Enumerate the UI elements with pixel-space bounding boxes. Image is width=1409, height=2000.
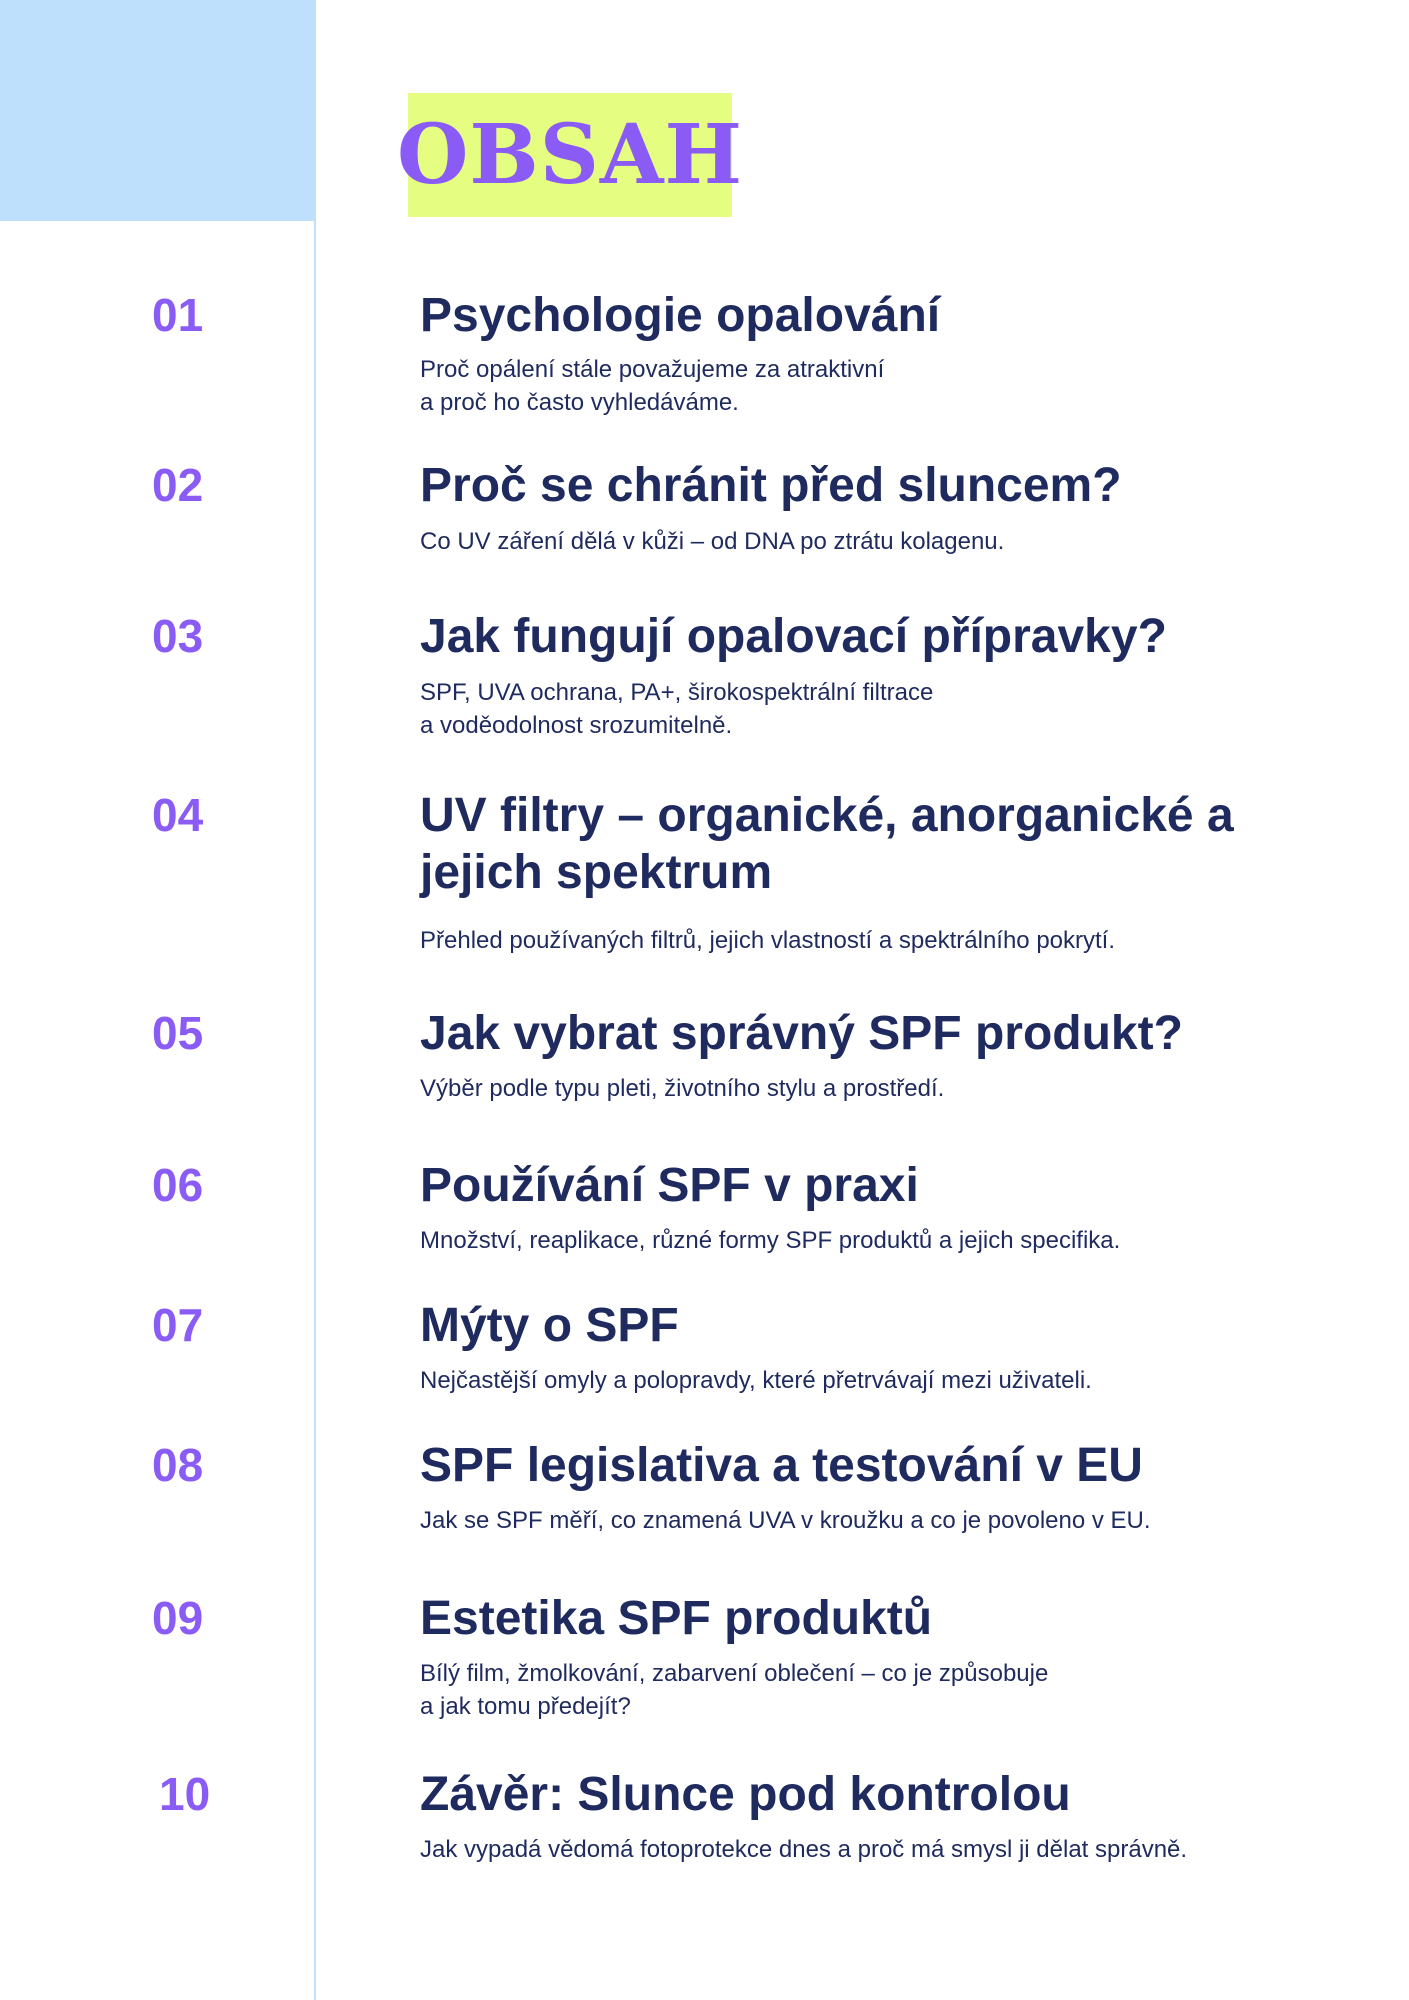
toc-entry-title: Používání SPF v praxi (420, 1159, 919, 1212)
toc-entry-title: UV filtry – organické, anorganické a jejich spektrum (420, 789, 1234, 899)
toc-entry-description: Přehled používaných filtrů, jejich vlastností a spektrálního pokrytí. (420, 927, 1116, 954)
vertical-divider-line (314, 0, 316, 2000)
toc-entry-description: Co UV záření dělá v kůži – od DNA po ztrátu kolagenu. (420, 528, 1005, 555)
toc-entry-title: Závěr: Slunce pod kontrolou (420, 1768, 1071, 1821)
toc-entry-title: Estetika SPF produktů (420, 1592, 933, 1645)
toc-entry-number: 05 (152, 1007, 204, 1059)
toc-entry-description: Jak vypadá vědomá fotoprotekce dnes a proč má smysl ji dělat správně. (420, 1836, 1188, 1863)
toc-entry-description: Množství, reaplikace, různé formy SPF produktů a jejich specifika. (420, 1227, 1121, 1254)
toc-entry-title: Jak vybrat správný SPF produkt? (420, 1007, 1183, 1060)
toc-entry-description: SPF, UVA ochrana, PA+, širokospektrální filtrace a voděodolnost srozumitelně. (420, 679, 934, 740)
toc-entry-description: Proč opálení stále považujeme za atraktivní a proč ho často vyhledáváme. (420, 356, 885, 417)
toc-entry-number: 04 (152, 789, 204, 841)
toc-entry-number: 06 (152, 1159, 204, 1211)
toc-entry-number: 02 (152, 459, 204, 511)
toc-entry-description: Bílý film, žmolkování, zabarvení oblečení – co je způsobuje a jak tomu předejít? (420, 1660, 1049, 1721)
toc-entry-number: 01 (152, 289, 204, 341)
toc-entry-title: Jak fungují opalovací přípravky? (420, 610, 1167, 663)
toc-entry-number: 10 (159, 1768, 211, 1820)
toc-entry-title: Psychologie opalování (420, 289, 941, 342)
toc-entry-title: Mýty o SPF (420, 1299, 679, 1352)
toc-entry-number: 07 (152, 1299, 204, 1351)
toc-entry-title: Proč se chránit před sluncem? (420, 459, 1122, 512)
title-highlight-box (396, 93, 744, 217)
toc-entry-title: SPF legislativa a testování v EU (420, 1439, 1143, 1492)
toc-entry-number: 03 (152, 610, 204, 662)
page-title: OBSAH (396, 107, 744, 203)
toc-entry-description: Nejčastější omyly a polopravdy, které přetrvávají mezi uživateli. (420, 1367, 1092, 1394)
toc-entry-number: 08 (152, 1439, 204, 1491)
corner-decoration-block (0, 0, 315, 221)
toc-entry-description: Výběr podle typu pleti, životního stylu a prostředí. (420, 1075, 945, 1102)
toc-entry-number: 09 (152, 1592, 204, 1644)
toc-entry-description: Jak se SPF měří, co znamená UVA v kroužku a co je povoleno v EU. (420, 1507, 1151, 1534)
